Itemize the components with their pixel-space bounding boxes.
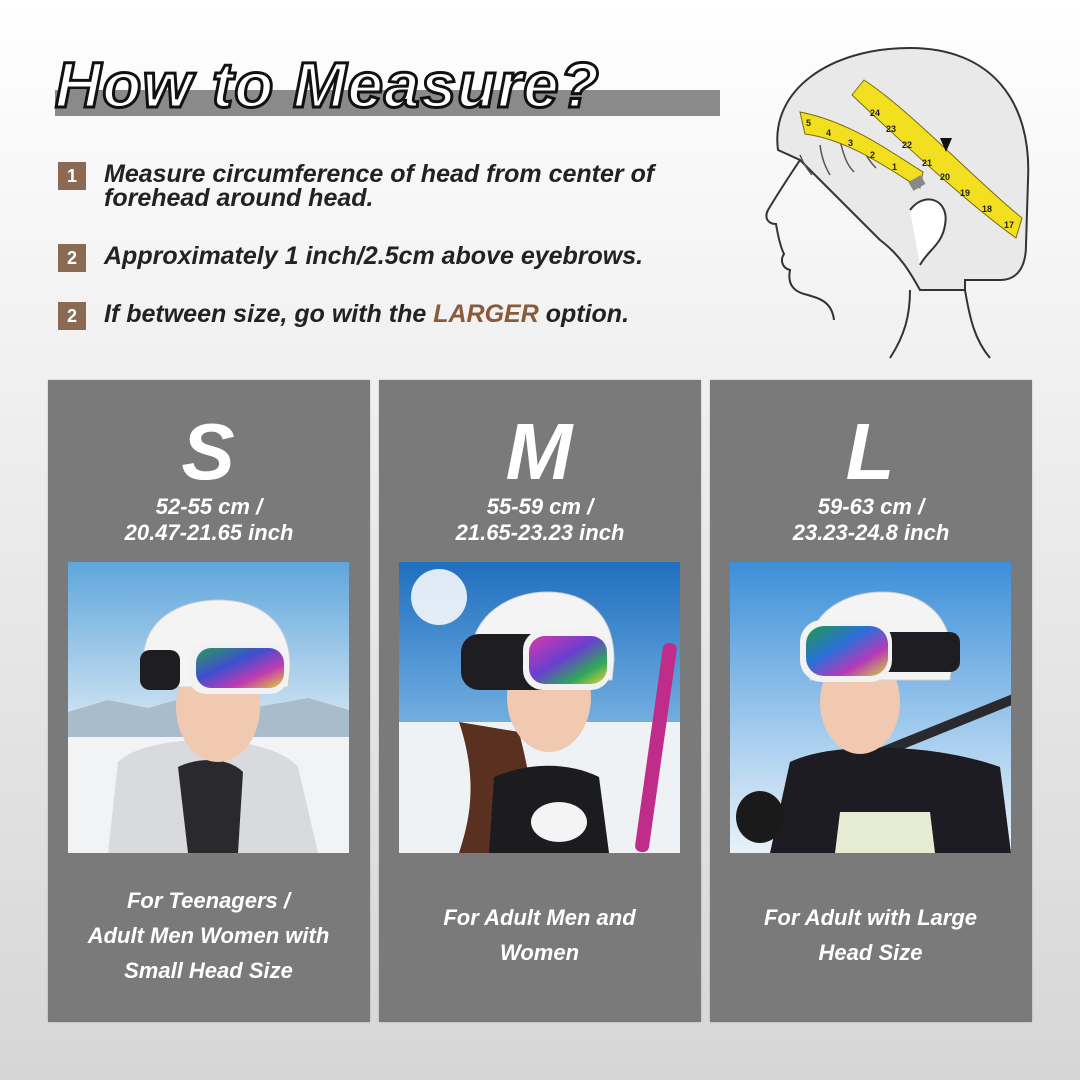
- size-range-inch: 23.23-24.8 inch: [792, 520, 950, 545]
- page-title: How to Measure?: [55, 49, 600, 121]
- step-1: [58, 162, 704, 210]
- size-desc-line: Women: [499, 940, 580, 965]
- size-range-cm: 55-59 cm /: [486, 494, 594, 519]
- step-text: [104, 302, 704, 326]
- size-range: [48, 494, 370, 546]
- step-3: [58, 302, 704, 330]
- size-description: [399, 875, 680, 995]
- size-description: [730, 875, 1011, 995]
- size-description: [68, 875, 349, 995]
- step-text-highlight: LARGER: [433, 300, 539, 328]
- size-letter: M: [505, 407, 575, 496]
- tape-number: 19: [960, 188, 971, 198]
- skier-photo: [399, 562, 680, 853]
- size-range-cm: 59-63 cm /: [817, 494, 925, 519]
- size-card-s: [48, 380, 370, 1022]
- step-text: Measure circumference of head from center of forehead around head.: [104, 160, 655, 212]
- size-desc-line: Head Size: [818, 940, 923, 965]
- skier-photo: [68, 562, 349, 853]
- skier-photo-art: [730, 562, 1011, 853]
- step-text-after: option.: [538, 300, 630, 328]
- size-desc-line: Small Head Size: [124, 957, 293, 983]
- step-badge: 2: [58, 244, 86, 272]
- size-range: [710, 494, 1032, 546]
- tape-number: 3: [848, 138, 854, 148]
- tape-number: 5: [806, 118, 812, 128]
- step-2: [58, 244, 704, 272]
- head-measure-illustration: [760, 40, 1050, 360]
- tape-number: 20: [940, 172, 951, 182]
- tape-number: 24: [870, 108, 881, 118]
- tape-number: 1: [892, 162, 898, 172]
- step-badge: 2: [58, 302, 86, 330]
- title-block: [55, 50, 725, 120]
- tape-number: 21: [922, 158, 933, 168]
- tape-number: 2: [870, 150, 876, 160]
- size-range-inch: 20.47-21.65 inch: [124, 520, 294, 545]
- size-card-m: [379, 380, 701, 1022]
- size-letter: L: [845, 407, 897, 496]
- size-range: [379, 494, 701, 546]
- tape-number: 23: [886, 124, 897, 134]
- size-card-l: [710, 380, 1032, 1022]
- skier-photo-art: [68, 562, 349, 853]
- tape-number: 18: [982, 204, 993, 214]
- size-desc-line: For Teenagers /: [126, 887, 290, 913]
- step-text: Approximately 1 inch/2.5cm above eyebrows.: [104, 242, 644, 270]
- size-desc-line: For Adult Men and: [443, 905, 636, 930]
- step-badge: 1: [58, 162, 86, 190]
- skier-photo-art: [399, 562, 680, 853]
- skier-photo: [730, 562, 1011, 853]
- size-range-cm: 52-55 cm /: [155, 494, 263, 519]
- step-text-before: If between size, go with the: [104, 300, 434, 328]
- size-letter: S: [181, 407, 237, 496]
- tape-number: 4: [826, 128, 832, 138]
- size-range-inch: 21.65-23.23 inch: [455, 520, 625, 545]
- tape-number: 22: [902, 140, 913, 150]
- size-desc-line: For Adult with Large: [763, 905, 978, 930]
- tape-number: 17: [1004, 220, 1015, 230]
- size-desc-line: Adult Men Women with: [87, 922, 330, 948]
